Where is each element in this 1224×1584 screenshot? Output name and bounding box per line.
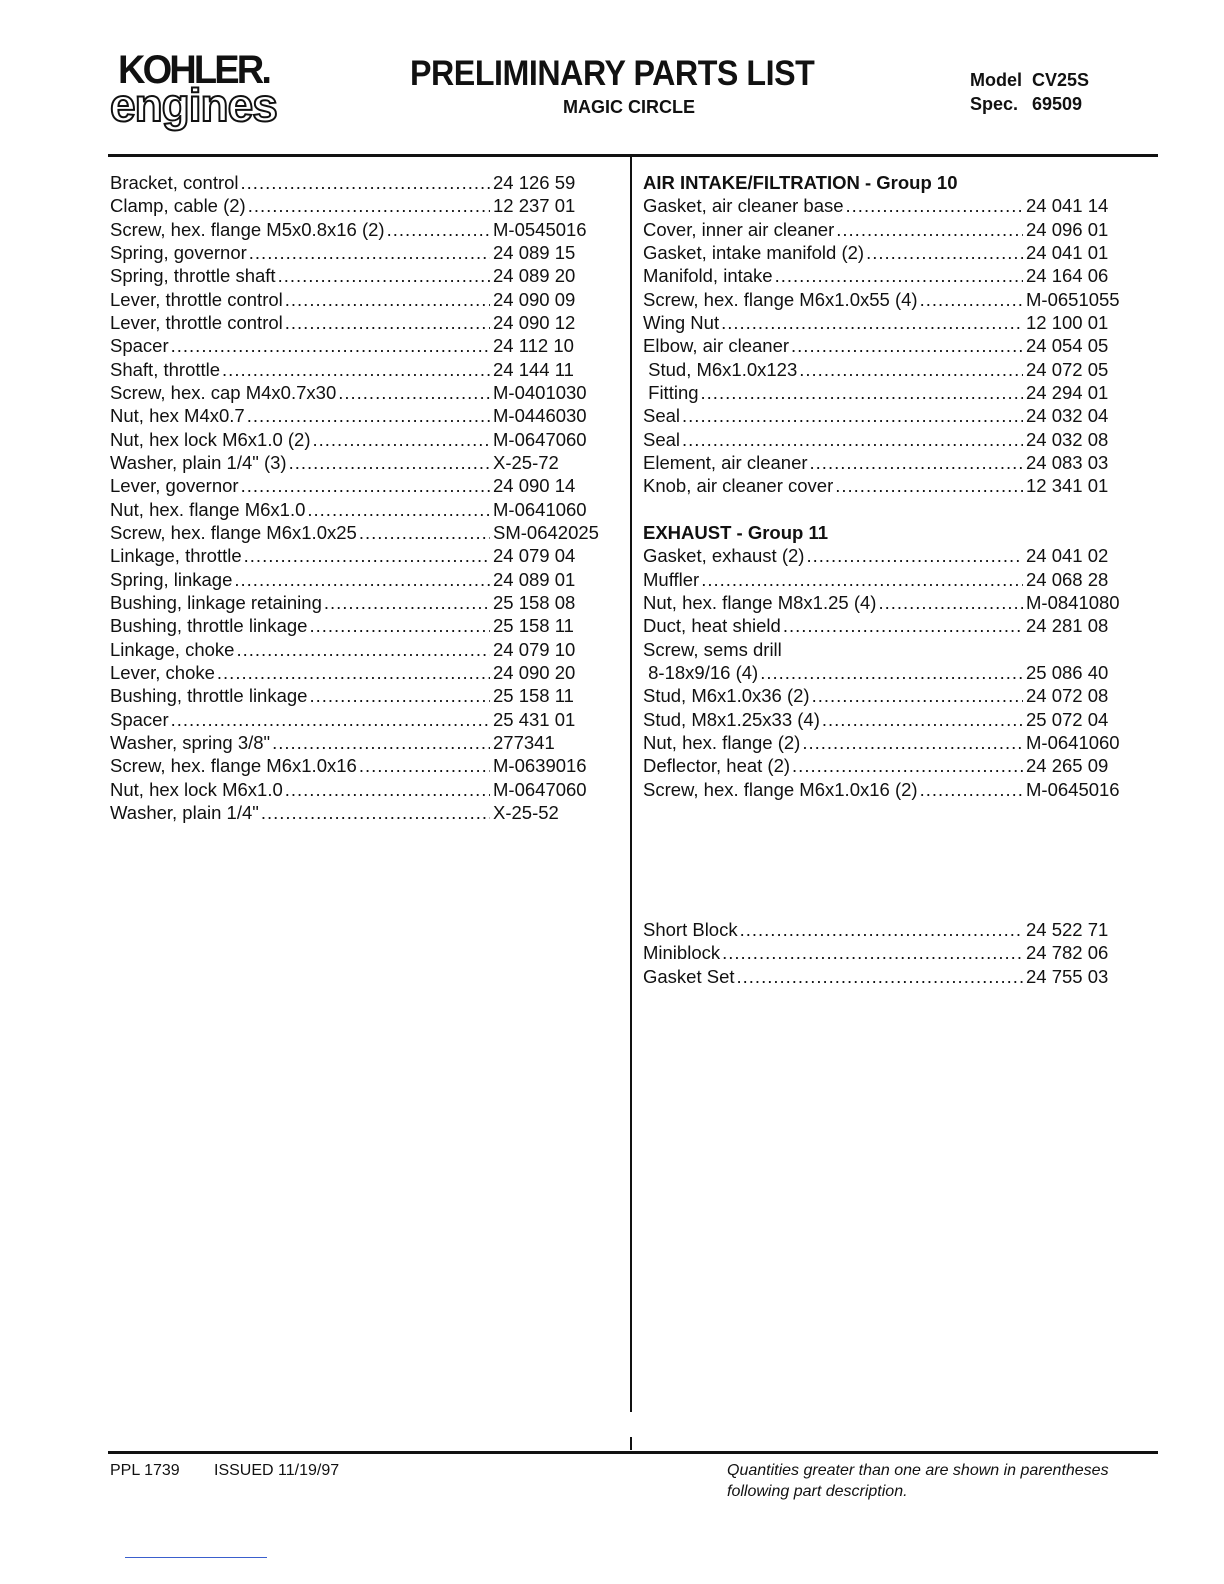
dot-leader xyxy=(313,428,491,451)
dot-leader xyxy=(309,614,490,637)
dot-leader xyxy=(324,591,490,614)
part-number: X-25-72 xyxy=(493,451,559,473)
dot-leader xyxy=(701,568,1023,591)
part-row xyxy=(110,311,605,334)
header-rule xyxy=(108,154,1158,157)
dot-leader xyxy=(309,684,490,707)
part-description: Bushing, throttle linkage xyxy=(110,685,308,707)
part-description: Spacer xyxy=(110,335,169,357)
part-row xyxy=(110,218,605,241)
right-parts-list xyxy=(643,171,1138,801)
part-row xyxy=(643,428,1138,451)
part-description: 8-18x9/16 (4) xyxy=(643,661,759,683)
part-number: 24 083 03 xyxy=(1026,451,1109,473)
part-number: 25 086 40 xyxy=(1026,661,1109,683)
part-number: 24 089 15 xyxy=(493,241,576,263)
dot-leader xyxy=(737,965,1023,988)
part-row xyxy=(110,544,605,567)
dot-leader xyxy=(866,241,1023,264)
part-row xyxy=(643,754,1138,777)
part-number: 25 431 01 xyxy=(493,708,576,730)
part-row xyxy=(110,661,605,684)
part-number: M-0647060 xyxy=(493,428,587,450)
part-description: Wing Nut xyxy=(643,311,720,333)
left-parts-list xyxy=(110,171,605,824)
part-description: Nut, hex M4x0.7 xyxy=(110,405,245,427)
dot-leader xyxy=(285,311,490,334)
dot-leader xyxy=(806,544,1023,567)
dot-leader xyxy=(792,754,1023,777)
dot-leader xyxy=(920,288,1023,311)
part-description: Screw, hex. flange M6x1.0x55 (4) xyxy=(643,288,918,310)
part-row xyxy=(110,754,605,777)
part-row xyxy=(110,568,605,591)
dot-leader xyxy=(740,918,1023,941)
dot-leader xyxy=(359,754,490,777)
part-number: M-0401030 xyxy=(493,381,587,403)
part-number: M-0545016 xyxy=(493,218,587,240)
issued-date: ISSUED 11/19/97 xyxy=(214,1462,340,1479)
dot-leader xyxy=(285,778,490,801)
dot-leader xyxy=(920,778,1023,801)
part-description: Short Block xyxy=(643,919,738,940)
part-number: 24 072 05 xyxy=(1026,358,1109,380)
part-row xyxy=(643,661,1138,684)
part-description: Washer, plain 1/4" (3) xyxy=(110,451,287,473)
part-description: Gasket Set xyxy=(643,965,735,987)
part-number: M-0841080 xyxy=(1026,591,1120,613)
part-number: 24 096 01 xyxy=(1026,218,1109,240)
part-description: Clamp, cable (2) xyxy=(110,195,246,217)
part-description: Lever, governor xyxy=(110,475,239,497)
part-number: 24 090 14 xyxy=(493,475,576,497)
dot-leader xyxy=(682,404,1023,427)
part-row xyxy=(110,801,605,824)
group-heading: AIR INTAKE/FILTRATION - Group 10 xyxy=(643,172,958,193)
part-row xyxy=(643,241,1138,264)
part-number: 25 158 08 xyxy=(493,591,576,613)
part-number: SM-0642025 xyxy=(493,521,599,543)
part-row xyxy=(110,778,605,801)
dot-leader xyxy=(289,451,490,474)
part-number: 24 090 09 xyxy=(493,288,576,310)
dot-leader xyxy=(171,334,490,357)
part-number: 25 158 11 xyxy=(493,685,574,707)
part-description: Nut, hex lock M6x1.0 (2) xyxy=(110,428,311,450)
part-row xyxy=(643,708,1138,731)
part-row xyxy=(643,731,1138,754)
part-row xyxy=(110,708,605,731)
part-row xyxy=(110,358,605,381)
part-row xyxy=(110,264,605,287)
dot-leader xyxy=(878,591,1023,614)
part-description: Miniblock xyxy=(643,942,721,964)
dot-leader xyxy=(721,311,1023,334)
spec-line xyxy=(970,94,1082,115)
part-number: M-0446030 xyxy=(493,405,587,427)
part-row xyxy=(643,778,1138,801)
part-number: 24 126 59 xyxy=(493,172,576,193)
part-description: Stud, M6x1.0x36 (2) xyxy=(643,685,810,707)
part-row xyxy=(643,358,1138,381)
part-number: M-0645016 xyxy=(1026,778,1120,800)
part-number: M-0647060 xyxy=(493,778,587,800)
part-description: Fitting xyxy=(643,381,699,403)
part-row xyxy=(643,684,1138,707)
part-description: Spring, throttle shaft xyxy=(110,265,276,287)
part-description: Washer, spring 3/8" xyxy=(110,731,271,753)
dot-leader xyxy=(261,801,490,824)
dot-leader xyxy=(285,288,490,311)
dot-leader xyxy=(248,194,490,217)
part-description: Nut, hex. flange M8x1.25 (4) xyxy=(643,591,877,613)
part-description: Spacer xyxy=(110,708,169,730)
part-row xyxy=(110,638,605,661)
part-description: Gasket, intake manifold (2) xyxy=(643,241,865,263)
part-number: 24 755 03 xyxy=(1026,965,1109,987)
spec-label: Spec. xyxy=(970,94,1019,114)
assemblies-list xyxy=(643,918,1138,988)
part-description: Screw, sems drill xyxy=(643,638,782,660)
engines-logo: engines xyxy=(110,79,277,131)
dot-leader xyxy=(722,941,1023,964)
part-number: 277341 xyxy=(493,731,555,753)
blue-underline xyxy=(125,1557,267,1558)
part-description: Spring, governor xyxy=(110,241,247,263)
page-title: PRELIMINARY PARTS LIST xyxy=(410,54,815,93)
part-number: 24 072 08 xyxy=(1026,685,1109,707)
part-description: Elbow, air cleaner xyxy=(643,335,790,357)
dot-leader xyxy=(760,661,1023,684)
model-value: CV25S xyxy=(1032,70,1090,90)
part-row xyxy=(643,288,1138,311)
part-row xyxy=(643,941,1138,964)
dot-leader xyxy=(307,498,490,521)
part-description: Nut, hex. flange (2) xyxy=(643,731,801,753)
column-divider xyxy=(630,157,632,1412)
part-number: 24 522 71 xyxy=(1026,919,1109,940)
quantity-note xyxy=(727,1460,1109,1502)
part-description: Screw, hex. flange M5x0.8x16 (2) xyxy=(110,218,385,240)
part-description: Deflector, heat (2) xyxy=(643,755,791,777)
part-description: Bracket, control xyxy=(110,172,239,193)
spacer xyxy=(643,498,1138,521)
part-description: Gasket, exhaust (2) xyxy=(643,545,805,567)
dot-leader xyxy=(791,334,1023,357)
dot-leader xyxy=(249,241,490,264)
part-row xyxy=(110,591,605,614)
part-row xyxy=(110,194,605,217)
part-row xyxy=(643,474,1138,497)
part-row xyxy=(110,474,605,497)
part-description: Knob, air cleaner cover xyxy=(643,475,834,497)
part-row xyxy=(110,684,605,707)
part-description: Shaft, throttle xyxy=(110,358,221,380)
part-description: Linkage, choke xyxy=(110,638,235,660)
part-row xyxy=(643,965,1138,988)
part-number: 24 294 01 xyxy=(1026,381,1109,403)
part-number: 24 068 28 xyxy=(1026,568,1109,590)
part-description: Lever, throttle control xyxy=(110,288,283,310)
part-description: Stud, M8x1.25x33 (4) xyxy=(643,708,820,730)
part-description: Screw, hex. flange M6x1.0x16 (2) xyxy=(643,778,918,800)
part-number: M-0639016 xyxy=(493,755,587,777)
part-description: Seal xyxy=(643,405,681,427)
part-number: M-0641060 xyxy=(1026,731,1120,753)
part-description: Nut, hex. flange M6x1.0 xyxy=(110,498,306,520)
model-label: Model xyxy=(970,70,1022,90)
part-row xyxy=(110,381,605,404)
part-number: X-25-52 xyxy=(493,801,559,823)
part-number: 24 041 14 xyxy=(1026,195,1109,217)
part-description: Lever, throttle control xyxy=(110,311,283,333)
part-number: 24 144 11 xyxy=(493,358,574,380)
dot-leader xyxy=(217,661,490,684)
dot-leader xyxy=(338,381,490,404)
part-row xyxy=(643,264,1138,287)
part-number: 24 032 04 xyxy=(1026,405,1109,427)
part-row xyxy=(110,731,605,754)
part-row xyxy=(110,241,605,264)
part-number: M-0651055 xyxy=(1026,288,1120,310)
part-number: 24 079 04 xyxy=(493,545,576,567)
part-description: Gasket, air cleaner base xyxy=(643,195,844,217)
part-row xyxy=(110,334,605,357)
note-line-2: following part description. xyxy=(727,1483,908,1500)
dot-leader xyxy=(234,568,490,591)
column-divider-tick xyxy=(630,1437,632,1450)
part-row xyxy=(643,591,1138,614)
part-number: 25 072 04 xyxy=(1026,708,1109,730)
part-row xyxy=(643,638,1138,661)
part-row xyxy=(643,614,1138,637)
part-description: Screw, hex. flange M6x1.0x25 xyxy=(110,521,357,543)
dot-leader xyxy=(241,474,490,497)
part-row xyxy=(643,334,1138,357)
kohler-logo: KOHLER. xyxy=(118,48,270,92)
part-number: 24 265 09 xyxy=(1026,755,1109,777)
part-row xyxy=(110,451,605,474)
dot-leader xyxy=(236,638,490,661)
part-description: Bushing, throttle linkage xyxy=(110,615,308,637)
part-row xyxy=(110,428,605,451)
dot-leader xyxy=(799,358,1023,381)
part-number: 12 341 01 xyxy=(1026,475,1109,497)
part-description: Bushing, linkage retaining xyxy=(110,591,322,613)
part-description: Lever, choke xyxy=(110,661,215,683)
ppl-number: PPL 1739 xyxy=(110,1462,180,1479)
part-row xyxy=(110,288,605,311)
part-number: 25 158 11 xyxy=(493,615,574,637)
part-description: Linkage, throttle xyxy=(110,545,242,567)
part-number: 24 112 10 xyxy=(493,335,574,357)
part-description: Element, air cleaner xyxy=(643,451,808,473)
part-row xyxy=(643,381,1138,404)
dot-leader xyxy=(244,544,490,567)
dot-leader xyxy=(701,381,1023,404)
part-row xyxy=(110,498,605,521)
part-description: Muffler xyxy=(643,568,700,590)
part-number: 24 032 08 xyxy=(1026,428,1109,450)
dot-leader xyxy=(272,731,490,754)
part-row xyxy=(643,918,1138,941)
part-number: 24 090 20 xyxy=(493,661,576,683)
dot-leader xyxy=(836,218,1023,241)
part-number: 24 079 10 xyxy=(493,638,576,660)
part-row xyxy=(643,451,1138,474)
part-description: Cover, inner air cleaner xyxy=(643,218,835,240)
part-description: Seal xyxy=(643,428,681,450)
part-row xyxy=(643,568,1138,591)
part-number: 12 237 01 xyxy=(493,195,576,217)
part-row xyxy=(643,544,1138,567)
dot-leader xyxy=(783,614,1023,637)
dot-leader xyxy=(682,428,1023,451)
part-number: M-0641060 xyxy=(493,498,587,520)
part-description: Duct, heat shield xyxy=(643,615,781,637)
part-number: 24 089 01 xyxy=(493,568,576,590)
part-description: Stud, M6x1.0x123 xyxy=(643,358,798,380)
note-line-1: Quantities greater than one are shown in parentheses xyxy=(727,1462,1109,1479)
part-number: 24 089 20 xyxy=(493,265,576,287)
part-number: 24 041 01 xyxy=(1026,241,1109,263)
part-row xyxy=(110,614,605,637)
part-number: 24 782 06 xyxy=(1026,942,1109,964)
dot-leader xyxy=(222,358,490,381)
part-description: Screw, hex. flange M6x1.0x16 xyxy=(110,755,357,777)
part-number: 24 054 05 xyxy=(1026,335,1109,357)
dot-leader xyxy=(846,194,1023,217)
part-row xyxy=(110,171,605,194)
dot-leader xyxy=(802,731,1023,754)
part-number: 24 164 06 xyxy=(1026,265,1109,287)
dot-leader xyxy=(812,684,1023,707)
dot-leader xyxy=(810,451,1023,474)
dot-leader xyxy=(835,474,1023,497)
dot-leader xyxy=(278,264,490,287)
footer-rule xyxy=(108,1451,1158,1454)
part-row xyxy=(110,404,605,427)
dot-leader xyxy=(387,218,490,241)
dot-leader xyxy=(359,521,490,544)
part-row xyxy=(643,218,1138,241)
part-row xyxy=(110,521,605,544)
dot-leader xyxy=(241,171,490,194)
part-description: Spring, linkage xyxy=(110,568,233,590)
dot-leader xyxy=(247,404,490,427)
part-description: Manifold, intake xyxy=(643,265,773,287)
group-heading: EXHAUST - Group 11 xyxy=(643,521,829,543)
part-number: 24 041 02 xyxy=(1026,545,1109,567)
part-number: 12 100 01 xyxy=(1026,311,1109,333)
model-line xyxy=(970,70,1089,91)
part-row xyxy=(643,194,1138,217)
dot-leader xyxy=(822,708,1023,731)
part-description: Screw, hex. cap M4x0.7x30 xyxy=(110,381,337,403)
part-number: 24 281 08 xyxy=(1026,615,1109,637)
page-subtitle: MAGIC CIRCLE xyxy=(563,97,695,117)
dot-leader xyxy=(171,708,490,731)
part-description: Nut, hex lock M6x1.0 xyxy=(110,778,283,800)
part-number: 24 090 12 xyxy=(493,311,576,333)
part-row xyxy=(643,404,1138,427)
spec-value: 69509 xyxy=(1032,94,1083,114)
part-description: Washer, plain 1/4" xyxy=(110,801,259,823)
dot-leader xyxy=(775,264,1023,287)
part-row xyxy=(643,311,1138,334)
